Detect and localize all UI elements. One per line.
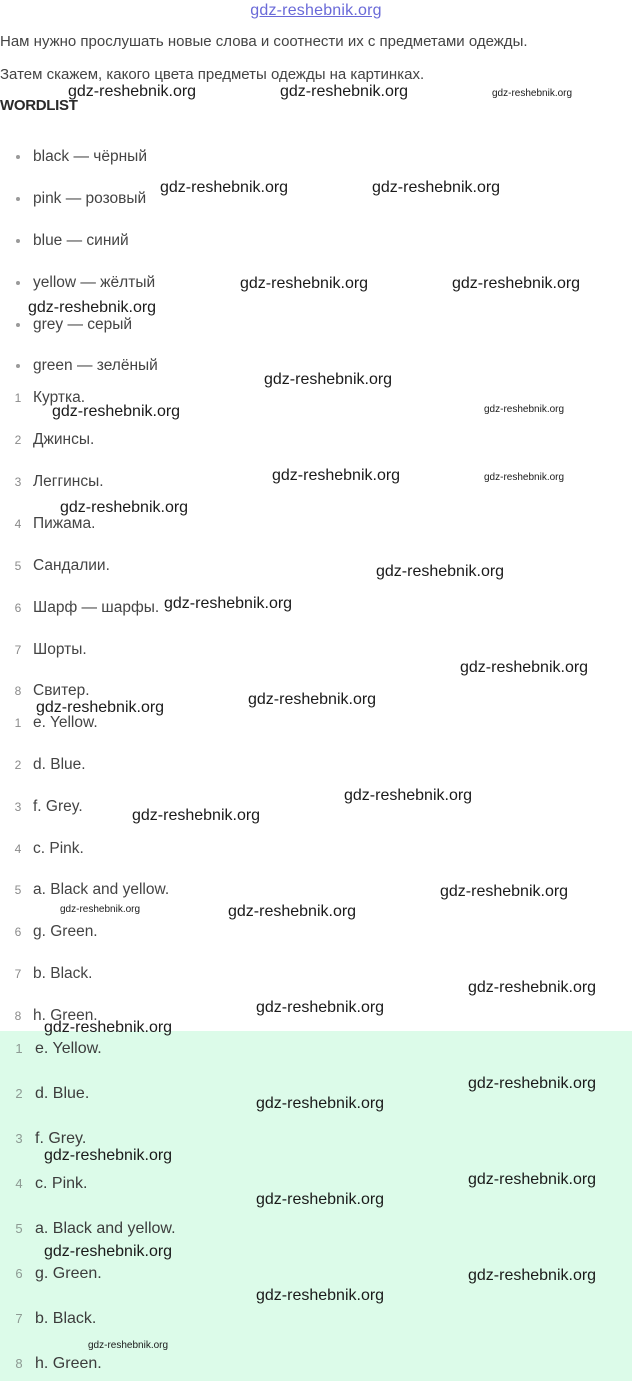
watermark: gdz-reshebnik.org — [68, 83, 197, 100]
site-link[interactable]: gdz-reshebnik.org — [250, 2, 382, 19]
watermark: gdz-reshebnik.org — [52, 403, 181, 420]
watermark: gdz-reshebnik.org — [256, 1095, 385, 1112]
watermark: gdz-reshebnik.org — [468, 1171, 597, 1188]
watermark: gdz-reshebnik.org — [372, 179, 501, 196]
watermark: gdz-reshebnik.org — [164, 595, 293, 612]
bullet-icon — [16, 281, 20, 285]
watermark: gdz-reshebnik.org — [248, 691, 377, 708]
watermark: gdz-reshebnik.org — [468, 1267, 597, 1284]
watermark: gdz-reshebnik.org — [88, 1340, 169, 1351]
watermark: gdz-reshebnik.org — [28, 299, 157, 316]
watermark: gdz-reshebnik.org — [468, 1075, 597, 1092]
watermark: gdz-reshebnik.org — [376, 563, 505, 580]
watermark: gdz-reshebnik.org — [492, 88, 573, 99]
watermark: gdz-reshebnik.org — [440, 883, 569, 900]
watermark: gdz-reshebnik.org — [132, 807, 261, 824]
watermark: gdz-reshebnik.org — [452, 275, 581, 292]
watermark: gdz-reshebnik.org — [228, 903, 357, 920]
watermark: gdz-reshebnik.org — [256, 1191, 385, 1208]
watermark: gdz-reshebnik.org — [44, 1243, 173, 1260]
watermark: gdz-reshebnik.org — [44, 1019, 173, 1036]
bullet-icon — [16, 239, 20, 243]
watermark: gdz-reshebnik.org — [484, 472, 565, 483]
watermark: gdz-reshebnik.org — [272, 467, 401, 484]
watermark: gdz-reshebnik.org — [460, 659, 589, 676]
bullet-icon — [16, 155, 20, 159]
intro-paragraph-2: Затем скажем, какого цвета предметы одежды на картинках. — [0, 66, 425, 83]
watermark: gdz-reshebnik.org — [60, 499, 189, 516]
answer-box: 1 e. Yellow. 2 d. Blue. 3 f. Grey. 4 c. Pink. 5 a. Black and yellow. 6 g. Green. 7 b. Black. 8 h. Green. — [0, 1031, 632, 1381]
watermark: gdz-reshebnik.org — [280, 83, 409, 100]
watermark: gdz-reshebnik.org — [344, 787, 473, 804]
watermark: gdz-reshebnik.org — [484, 404, 565, 415]
wordlist-heading: WORDLIST — [0, 97, 78, 114]
watermark: gdz-reshebnik.org — [256, 999, 385, 1016]
watermark: gdz-reshebnik.org — [240, 275, 369, 292]
watermark: gdz-reshebnik.org — [44, 1147, 173, 1164]
watermark: gdz-reshebnik.org — [36, 699, 165, 716]
intro-paragraph-1: Нам нужно прослушать новые слова и соотнести их с предметами одежды. — [0, 33, 528, 50]
watermark: gdz-reshebnik.org — [468, 979, 597, 996]
bullet-icon — [16, 197, 20, 201]
watermark: gdz-reshebnik.org — [264, 371, 393, 388]
bullet-icon — [16, 364, 20, 368]
watermark: gdz-reshebnik.org — [60, 904, 141, 915]
bullet-icon — [16, 323, 20, 327]
watermark: gdz-reshebnik.org — [160, 179, 289, 196]
watermark: gdz-reshebnik.org — [256, 1287, 385, 1304]
